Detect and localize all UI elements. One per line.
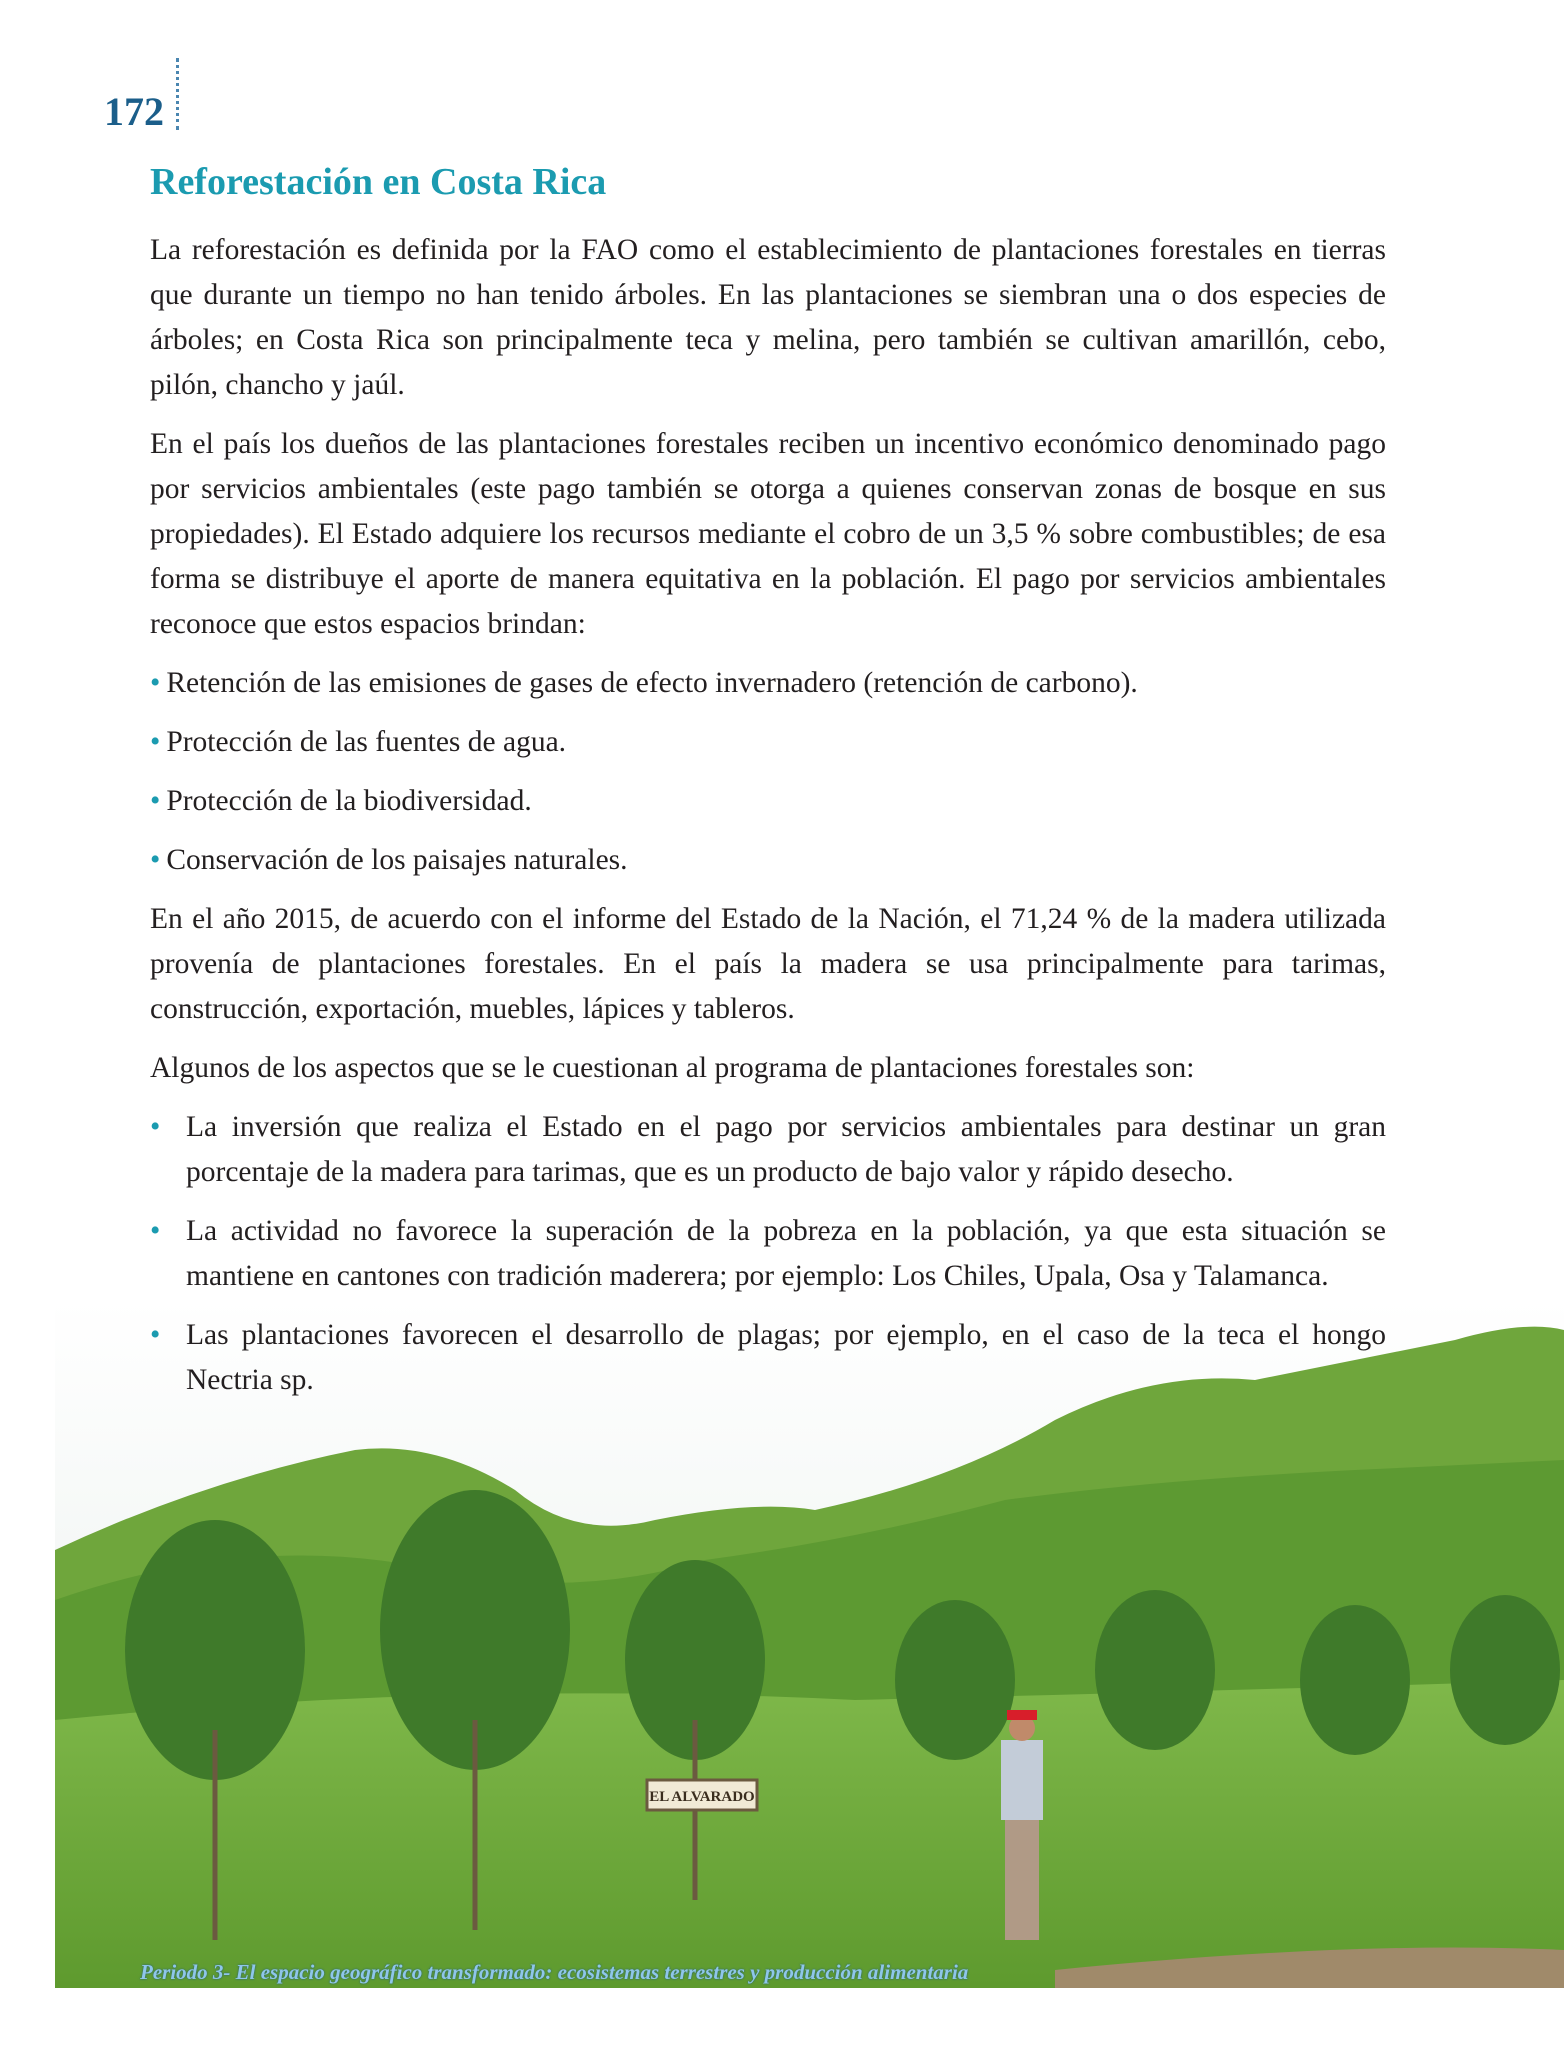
list-item — [150, 1209, 1386, 1299]
paragraph: En el país los dueños de las plantaciones forestales reciben un incentivo económico denominado pago por servicios ambientales (este pago también se otorga a quienes conservan zonas de bosque en sus propiedades). El Estado adquiere los recursos mediante el cobro de un 3,5 % sobre combustibles; de esa forma se distribuye el aporte de manera equitativa en la población. El pago por servicios ambientales reconoce que estos espacios brindan: — [150, 428, 1386, 640]
paragraph: En el año 2015, de acuerdo con el informe del Estado de la Nación, el 71,24 % de la madera utilizada provenía de plantaciones forestales. En el país la madera se usa principalmente para tarimas, construcción, exportación, muebles, lápices y tableros. — [150, 903, 1386, 1025]
page-number-divider — [176, 58, 179, 130]
list-item — [150, 1105, 1386, 1195]
bullet-icon: • — [150, 785, 161, 817]
page-footer: Periodo 3- El espacio geográfico transformado: ecosistemas terrestres y producción alimentaria — [140, 1960, 969, 1984]
list-item-text: Conservación de los paisajes naturales. — [166, 844, 628, 876]
list-item — [150, 1313, 1386, 1403]
body-text — [150, 228, 1386, 1417]
bullet-icon: • — [150, 844, 161, 876]
list-item-text: Las plantaciones favorecen el desarrollo de plagas; por ejemplo, en el caso de la teca el hongo Nectria sp. — [186, 1319, 1386, 1396]
paragraph: La reforestación es definida por la FAO como el establecimiento de plantaciones forestales en tierras que durante un tiempo no han tenido árboles. En las plantaciones se siembran una o dos especies de árboles; en Costa Rica son principalmente teca y melina, pero también se cultivan amarillón, cebo, pilón, chancho y jaúl. — [150, 234, 1386, 401]
list-item — [150, 661, 1386, 706]
page-number: 172 — [104, 89, 164, 134]
list-item-text: La inversión que realiza el Estado en el pago por servicios ambientales para destinar un gran porcentaje de la madera para tarimas, que es un producto de bajo valor y rápido desecho. — [186, 1111, 1386, 1188]
list-item — [150, 720, 1386, 765]
list-item — [150, 779, 1386, 824]
paragraph: Algunos de los aspectos que se le cuestionan al programa de plantaciones forestales son: — [150, 1052, 1195, 1084]
list-item-text: La actividad no favorece la superación de la pobreza en la población, ya que esta situación se mantiene en cantones con tradición maderera; por ejemplo: Los Chiles, Upala, Osa y Talamanca. — [186, 1215, 1386, 1292]
bullet-icon: • — [150, 667, 161, 699]
bullet-icon: • — [150, 1111, 161, 1143]
list-item-text: Protección de la biodiversidad. — [166, 785, 532, 817]
bullet-icon: • — [150, 726, 161, 758]
bullet-icon: • — [150, 1319, 161, 1351]
list-item-text: Protección de las fuentes de agua. — [166, 726, 567, 758]
list-item-text: Retención de las emisiones de gases de efecto invernadero (retención de carbono). — [166, 667, 1138, 699]
list-item — [150, 838, 1386, 883]
section-title: Reforestación en Costa Rica — [150, 161, 607, 203]
bullet-icon: • — [150, 1215, 161, 1247]
photo-sign-text: EL ALVARADO — [649, 1789, 755, 1805]
